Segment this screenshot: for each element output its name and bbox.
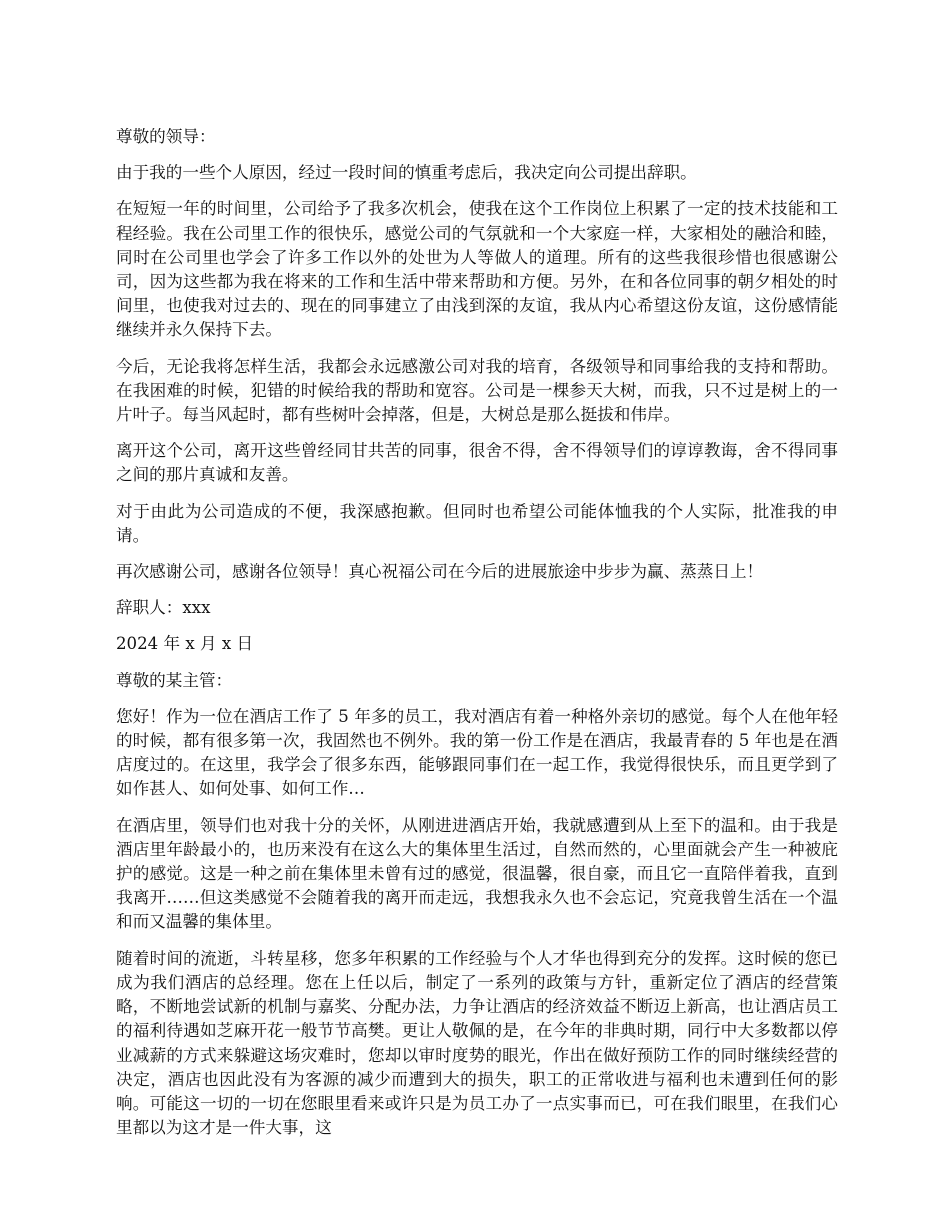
paragraph-resignation-intent: 由于我的一些个人原因，经过一段时间的慎重考虑后，我决定向公司提出辞职。 bbox=[116, 163, 697, 183]
paragraph-gratitude: 在短短一年的时间里，公司给予了我多次机会，使我在这个工作岗位上积累了一定的技术技能和工程经验。我在公司里工作的很快乐，感觉公司的气氛就和一个大家庭一样，大家相处的融洽和睦，同时在公司里也学会了许多工作以外的处世为人等做人的道理。所有的这些我很珍惜也很感谢公司，因为这些都为我在将来的工作和生活中带来帮助和方便。另外，在和各位同事的朝夕相处的时间里，也使我对过去的、现在的同事建立了由浅到深的友谊，我从内心希望这份友谊，这份感情能继续并永久保持下去。 bbox=[116, 199, 838, 340]
paragraph-future: 今后，无论我将怎样生活，我都会永远感激公司对我的培育，各级领导和同事给我的支持和帮助。在我困难的时候，犯错的时候给我的帮助和宽容。公司是一棵参天大树，而我，只不过是树上的一片叶子。每当风起时，都有些树叶会掉落，但是，大树总是那么挺拔和伟岸。 bbox=[116, 356, 838, 425]
paragraph-manager-praise: 随着时间的流逝，斗转星移，您多年积累的工作经验与个人才华也得到充分的发挥。这时候的您已成为我们酒店的总经理。您在上任以后，制定了一系列的政策与方针，重新定位了酒店的经营策略，不断地尝试新的机制与嘉奖、分配办法，力争让酒店的经济效益不断迈上新高，也让酒店员工的福利待遇如芝麻开花一般节节高樊。更让人敬佩的是，在今年的非典时期，同行中大多数都以停业减薪的方式来躲避这场灾难时，您却以审时度势的眼光，作出在做好预防工作的同时继续经营的决定，酒店也因此没有为客源的减少而遭到大的损失，职工的正常收进与福利也未遭到任何的影响。可能这一切的一切在您眼里看来或许只是为员工办了一点实事而已，可在我们眼里，在我们心里都以为这才是一件大事，这 bbox=[116, 948, 838, 1138]
salutation: 尊敬的领导： bbox=[116, 127, 216, 146]
paragraph-hotel-care: 在酒店里，领导们也对我十分的关怀，从刚进进酒店开始，我就感遭到从上至下的温和。由于我是酒店里年龄最小的，也历来没有在这么大的集体里生活过，自然而然的，心里面就会产生一种被庇护的感觉。这是一种之前在集体里未曾有过的感觉，很温馨，很自豪，而且它一直陪伴着我，直到我离开……但这类感觉不会随着我的离开而走远，我想我永久也不会忘记，究竟我曾生活在一个温和而又温馨的集体里。 bbox=[116, 815, 838, 932]
paragraph-apology: 对于由此为公司造成的不便，我深感抱歉。但同时也希望公司能体恤我的个人实际，批准我的申请。 bbox=[116, 501, 838, 545]
paragraph-thanks: 再次感谢公司，感谢各位领导！真心祝福公司在今后的进展旅途中步步为赢、蒸蒸日上！ bbox=[116, 562, 764, 582]
signature-line: 辞职人：xxx bbox=[116, 598, 211, 618]
salutation-second-letter: 尊敬的某主管： bbox=[116, 670, 233, 690]
paragraph-greeting: 您好！作为一位在酒店工作了 5 年多的员工，我对酒店有着一种格外亲切的感觉。每个人在他年轻的时候，都有很多第一次，我固然也不例外。我的第一份工作是在酒店，我最青春的 5 年也是在酒店度过的。在这里，我学会了很多东西，能够跟同事们在一起工作，我觉得很快乐，而且更学到了如作甚人、如何处事、如何工作… bbox=[116, 706, 838, 799]
date-line: 2024 年 x 月 x 日 bbox=[116, 634, 254, 654]
paragraph-leaving: 离开这个公司，离开这些曾经同甘共苦的同事，很舍不得，舍不得领导们的谆谆教诲，舍不得同事之间的那片真诚和友善。 bbox=[116, 441, 838, 485]
